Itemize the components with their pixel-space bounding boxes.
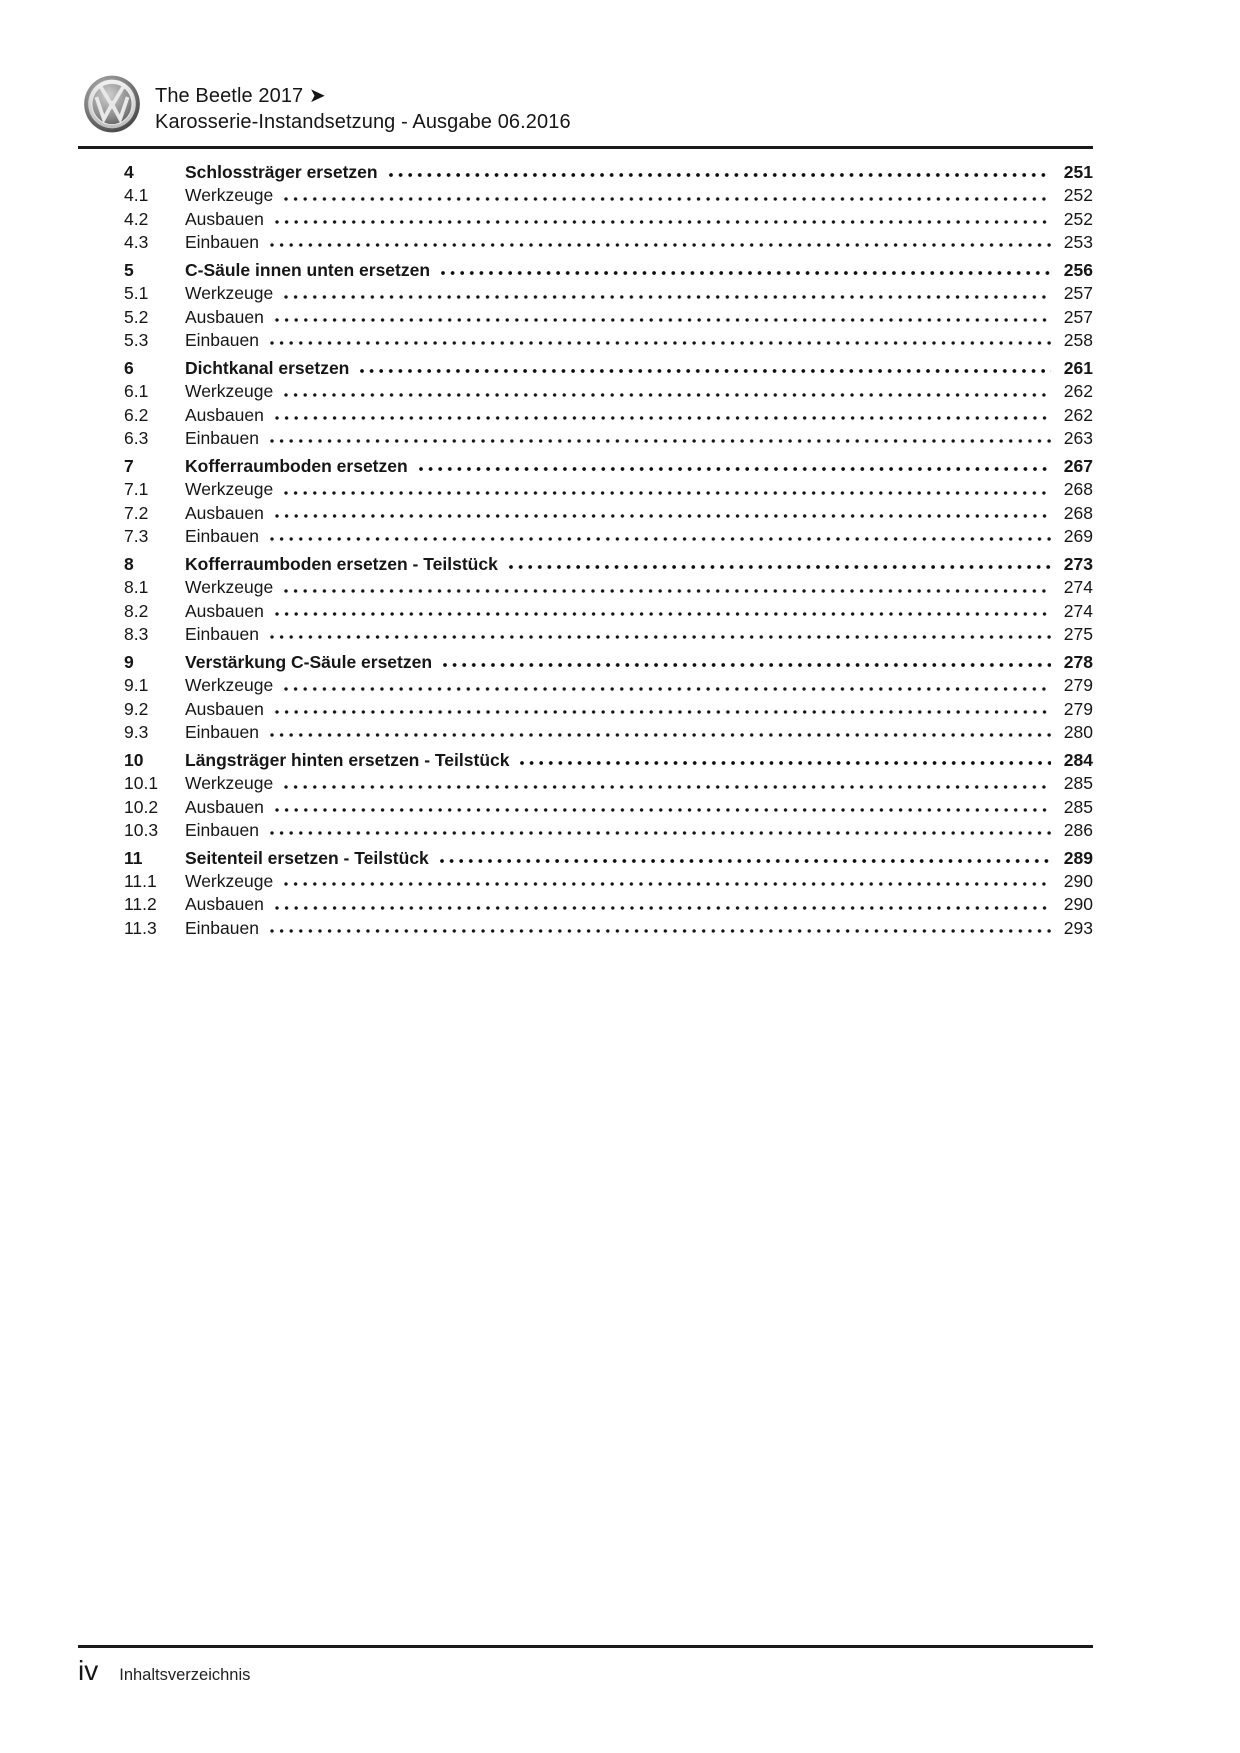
toc-row	[124, 698, 1093, 721]
toc-entry-page: 278	[1063, 651, 1093, 672]
toc-entry-number: 9	[124, 651, 134, 672]
toc-entry-number: 4.3	[124, 232, 149, 253]
toc-entry-number: 11.2	[124, 894, 157, 915]
toc-entry-number: 6.1	[124, 381, 149, 402]
dot-leader	[275, 513, 1051, 519]
toc-entry-number: 7.3	[124, 525, 149, 546]
toc-entry-page: 290	[1063, 871, 1093, 892]
dot-leader	[284, 588, 1051, 594]
dot-leader	[284, 490, 1051, 496]
toc-entry-page: 285	[1063, 773, 1093, 794]
toc-entry-title: Schlossträger ersetzen	[185, 162, 378, 182]
toc-row	[124, 772, 1093, 795]
toc-row	[124, 721, 1093, 744]
toc-row	[124, 651, 1093, 674]
toc-entry-title: Werkzeuge	[185, 185, 274, 206]
toc-entry-title: Einbauen	[185, 917, 259, 938]
toc-entry-title: Werkzeuge	[185, 381, 274, 402]
toc-entry-number: 5	[124, 259, 134, 280]
dot-leader	[389, 172, 1051, 178]
toc-entry-title: Verstärkung C-Säule ersetzen	[185, 651, 433, 672]
toc-entry-number: 11	[124, 847, 143, 868]
dot-leader	[270, 732, 1051, 738]
toc-entry-page: 290	[1063, 894, 1093, 915]
header-doc-line: Karosserie-Instandsetzung - Ausgabe 06.2016	[155, 110, 571, 133]
toc-entry-title: Ausbauen	[185, 600, 264, 621]
toc-row	[124, 553, 1093, 576]
toc-entry-number: 6	[124, 357, 134, 378]
toc-entry-page: 262	[1063, 404, 1093, 425]
toc-entry-title: Werkzeuge	[185, 577, 274, 598]
dot-leader	[275, 905, 1051, 911]
toc-entry-title: Ausbauen	[185, 502, 264, 523]
footer-section-label: Inhaltsverzeichnis	[119, 1666, 251, 1684]
toc-entry-number: 4	[124, 162, 134, 182]
toc-entry-title: Einbauen	[185, 525, 259, 546]
toc-entry-title: Werkzeuge	[185, 773, 274, 794]
toc-entry-title: Werkzeuge	[185, 283, 274, 304]
header-model-line: The Beetle 2017 ➤	[155, 85, 326, 107]
toc-entry-page: 293	[1063, 917, 1093, 938]
toc-row	[124, 404, 1093, 427]
dot-leader	[520, 760, 1051, 766]
toc-row	[124, 478, 1093, 501]
toc-entry-number: 5.3	[124, 330, 149, 350]
toc-entry-title: Ausbauen	[185, 208, 264, 229]
toc-entry-number: 7.2	[124, 502, 149, 523]
toc-entry-title: Werkzeuge	[185, 871, 274, 892]
toc-row	[124, 427, 1093, 450]
dot-leader	[443, 662, 1051, 668]
toc-entry-number: 9.1	[124, 675, 149, 696]
dot-leader	[440, 858, 1051, 864]
toc-row	[124, 208, 1093, 231]
toc-entry-number: 7	[124, 455, 134, 476]
dot-leader	[441, 270, 1051, 276]
toc-row	[124, 525, 1093, 548]
toc-entry-page: 275	[1063, 623, 1093, 644]
dot-leader	[275, 415, 1051, 421]
toc-row	[124, 623, 1093, 646]
toc-entry-number: 7.1	[124, 479, 149, 500]
toc-row	[124, 184, 1093, 207]
toc-entry-number: 10.2	[124, 796, 159, 817]
toc-row	[124, 161, 1093, 184]
dot-leader	[270, 242, 1051, 248]
toc-entry-title: Einbauen	[185, 232, 259, 253]
toc-row	[124, 455, 1093, 478]
toc-entry-page: 273	[1063, 553, 1093, 574]
dot-leader	[284, 392, 1051, 398]
toc-entry-page: 289	[1063, 847, 1093, 868]
dot-leader	[275, 611, 1051, 617]
toc-entry-number: 10.3	[124, 819, 159, 840]
dot-leader	[284, 881, 1051, 887]
dot-leader	[509, 564, 1051, 570]
toc-entry-title: Ausbauen	[185, 698, 264, 719]
dot-leader	[284, 294, 1051, 300]
dot-leader	[270, 928, 1051, 934]
toc-row	[124, 870, 1093, 893]
toc-row	[124, 819, 1093, 842]
toc-entry-page: 285	[1063, 796, 1093, 817]
toc-entry-page: 268	[1063, 502, 1093, 523]
toc-entry-number: 8.3	[124, 623, 149, 644]
toc-entry-title: Werkzeuge	[185, 675, 274, 696]
toc-entry-title: Ausbauen	[185, 306, 264, 327]
toc-entry-number: 6.3	[124, 427, 149, 448]
toc-list	[124, 161, 1093, 940]
toc-row	[124, 893, 1093, 916]
toc-entry-title: C-Säule innen unten ersetzen	[185, 259, 431, 280]
dot-leader	[360, 368, 1051, 374]
toc-entry-number: 8.2	[124, 600, 149, 621]
toc-row	[124, 259, 1093, 282]
vw-logo-icon	[83, 71, 141, 137]
toc-entry-number: 11.3	[124, 917, 157, 938]
toc-entry-number: 10	[124, 749, 144, 770]
toc-entry-number: 6.2	[124, 404, 149, 425]
dot-leader	[275, 807, 1051, 813]
toc-entry-page: 258	[1063, 330, 1093, 350]
toc-row	[124, 502, 1093, 525]
footer-page-number: iv	[78, 1655, 99, 1686]
dot-leader	[275, 219, 1051, 225]
toc-entry-page: 279	[1063, 675, 1093, 696]
toc-entry-title: Ausbauen	[185, 894, 264, 915]
dot-leader	[275, 317, 1051, 323]
toc-row	[124, 357, 1093, 380]
toc-entry-number: 4.1	[124, 185, 149, 206]
dot-leader	[284, 686, 1051, 692]
toc-entry-page: 269	[1063, 525, 1093, 546]
toc-row	[124, 329, 1093, 352]
toc-entry-title: Kofferraumboden ersetzen	[185, 455, 408, 476]
toc-entry-title: Einbauen	[185, 819, 259, 840]
toc-entry-page: 257	[1063, 306, 1093, 327]
footer-divider	[78, 1645, 1093, 1648]
toc-entry-number: 10.1	[124, 773, 159, 794]
toc-entry-page: 274	[1063, 577, 1093, 598]
toc-entry-page: 252	[1063, 208, 1093, 229]
document-header	[155, 84, 571, 135]
toc-entry-number: 5.2	[124, 306, 149, 327]
toc-row	[124, 306, 1093, 329]
toc-entry-title: Einbauen	[185, 623, 259, 644]
toc-entry-number: 9.2	[124, 698, 149, 719]
toc-row	[124, 674, 1093, 697]
toc-entry-title: Einbauen	[185, 427, 259, 448]
toc-row	[124, 917, 1093, 940]
toc-entry-page: 267	[1063, 455, 1093, 476]
toc-entry-page: 257	[1063, 283, 1093, 304]
toc-entry-page: 251	[1063, 162, 1093, 182]
toc-entry-title: Ausbauen	[185, 796, 264, 817]
toc-entry-number: 8.1	[124, 577, 149, 598]
toc-entry-number: 4.2	[124, 208, 149, 229]
toc-entry-page: 274	[1063, 600, 1093, 621]
dot-leader	[270, 830, 1051, 836]
toc-entry-title: Ausbauen	[185, 404, 264, 425]
dot-leader	[419, 466, 1051, 472]
toc-entry-title: Einbauen	[185, 330, 259, 350]
toc-entry-page: 261	[1063, 357, 1093, 378]
toc-entry-title: Dichtkanal ersetzen	[185, 357, 350, 378]
dot-leader	[270, 340, 1051, 346]
toc-entry-title: Längsträger hinten ersetzen - Teilstück	[185, 749, 510, 770]
dot-leader	[284, 196, 1051, 202]
toc-entry-number: 5.1	[124, 283, 149, 304]
toc-entry-page: 268	[1063, 479, 1093, 500]
toc-entry-page: 279	[1063, 698, 1093, 719]
toc-entry-page: 284	[1063, 749, 1093, 770]
toc-entry-page: 280	[1063, 721, 1093, 742]
toc-entry-page: 262	[1063, 381, 1093, 402]
toc-entry-page: 263	[1063, 427, 1093, 448]
toc-row	[124, 600, 1093, 623]
toc-entry-page: 253	[1063, 232, 1093, 253]
dot-leader	[270, 634, 1051, 640]
toc-entry-title: Kofferraumboden ersetzen - Teilstück	[185, 553, 498, 574]
toc-row	[124, 796, 1093, 819]
toc-entry-title: Seitenteil ersetzen - Teilstück	[185, 847, 429, 868]
toc-entry-number: 11.1	[124, 871, 157, 892]
toc-row	[124, 749, 1093, 772]
toc-row	[124, 380, 1093, 403]
dot-leader	[275, 709, 1051, 715]
dot-leader	[270, 536, 1051, 542]
toc-entry-title: Werkzeuge	[185, 479, 274, 500]
header-divider	[78, 146, 1093, 149]
toc-row	[124, 282, 1093, 305]
toc-entry-number: 9.3	[124, 721, 149, 742]
toc-row	[124, 576, 1093, 599]
toc-entry-page: 252	[1063, 185, 1093, 206]
toc-entry-page: 256	[1063, 259, 1093, 280]
toc-entry-page: 286	[1063, 819, 1093, 840]
toc-entry-title: Einbauen	[185, 721, 259, 742]
dot-leader	[270, 438, 1051, 444]
document-footer	[78, 1655, 250, 1687]
toc-entry-number: 8	[124, 553, 134, 574]
toc-row	[124, 231, 1093, 254]
dot-leader	[284, 784, 1051, 790]
toc-row	[124, 847, 1093, 870]
